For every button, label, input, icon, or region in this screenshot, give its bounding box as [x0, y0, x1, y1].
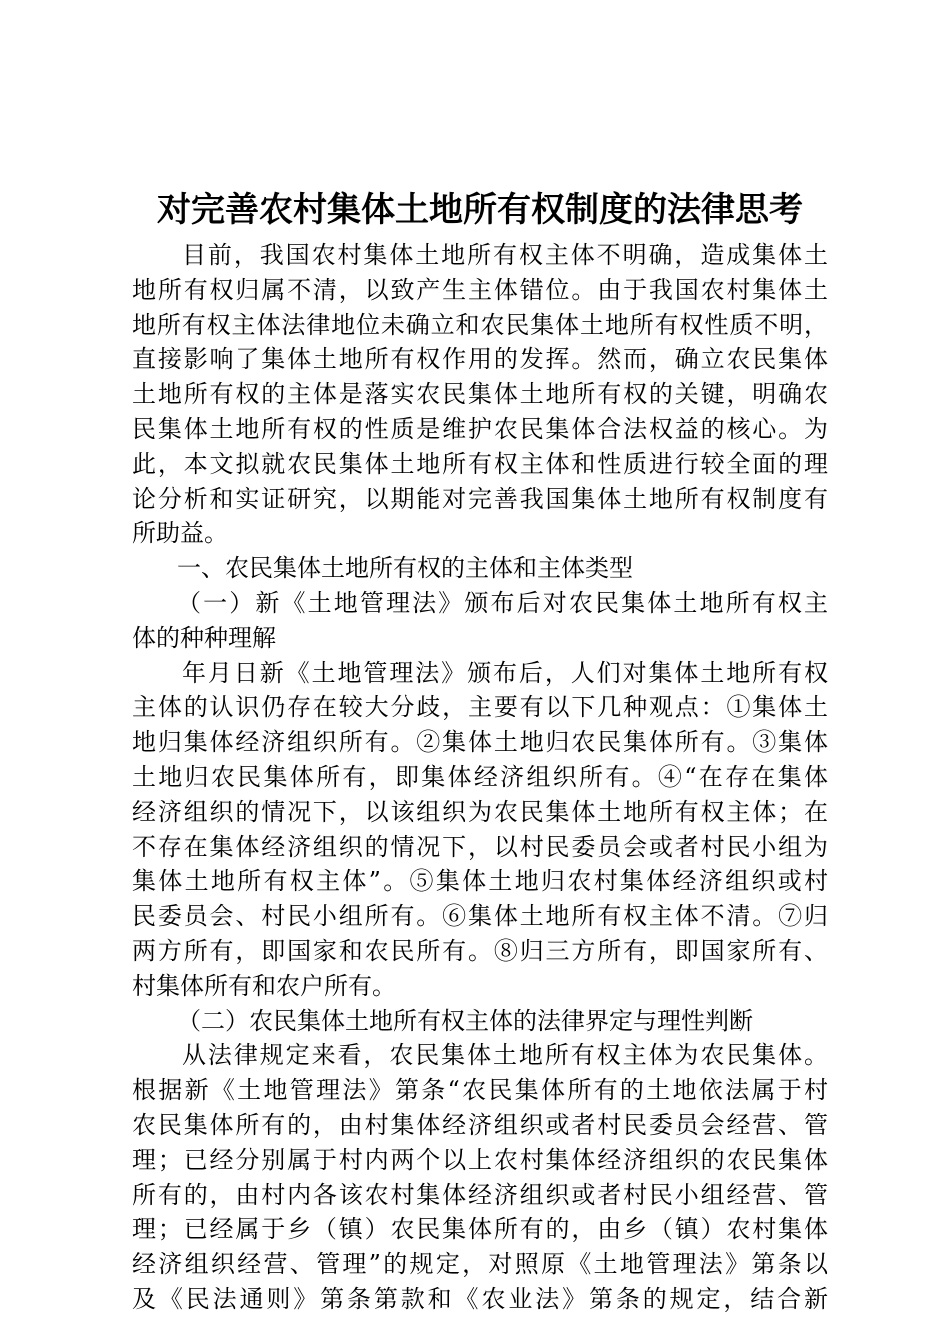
paragraph-line: 土地所有权的主体是落实农民集体土地所有权的关键，明确农 — [132, 380, 828, 409]
paragraph-line: （一）新《土地管理法》颁布后对农民集体土地所有权主 — [177, 588, 828, 617]
paragraph-line: 主体的认识仍存在较大分歧，主要有以下几种观点：①集体土 — [132, 693, 828, 722]
paragraph-line: 所有的，由村内各该农村集体经济组织或者村民小组经营、管 — [132, 1180, 828, 1209]
paragraph-line: 所助益。 — [132, 519, 228, 548]
document-page — [132, 184, 828, 1317]
paragraph-line: 村集体所有和农户所有。 — [132, 971, 396, 1000]
paragraph-line: 两方所有，即国家和农民所有。⑧归三方所有，即国家所有、 — [132, 936, 828, 965]
paragraph-line: 地所有权归属不清，以致产生主体错位。由于我国农村集体土 — [132, 275, 828, 304]
paragraph-line: 理；已经分别属于村内两个以上农村集体经济组织的农民集体 — [132, 1145, 828, 1174]
paragraph-line: 根据新《土地管理法》第条“农民集体所有的土地依法属于村 — [132, 1076, 828, 1105]
paragraph-line: 民集体土地所有权的性质是维护农民集体合法权益的核心。为 — [132, 414, 828, 443]
paragraph-line: 地归集体经济组织所有。②集体土地归农民集体所有。③集体 — [132, 728, 828, 757]
paragraph-line: 不存在集体经济组织的情况下，以村民委员会或者村民小组为 — [132, 832, 828, 861]
paragraph-line: （二）农民集体土地所有权主体的法律界定与理性判断 — [177, 1006, 753, 1035]
paragraph-line: 经济组织经营、管理”的规定，对照原《土地管理法》第条以 — [132, 1250, 828, 1279]
paragraph-line: 集体土地所有权主体”。⑤集体土地归农村集体经济组织或村 — [132, 867, 828, 896]
paragraph-line: 一、农民集体土地所有权的主体和主体类型 — [177, 554, 633, 583]
paragraph-line: 理；已经属于乡（镇）农民集体所有的，由乡（镇）农村集体 — [132, 1215, 828, 1244]
document-body — [132, 238, 828, 1317]
paragraph-line: 农民集体所有的，由村集体经济组织或者村民委员会经营、管 — [132, 1110, 828, 1139]
paragraph-line: 从法律规定来看，农民集体土地所有权主体为农民集体。 — [182, 1041, 828, 1070]
paragraph-line: 论分析和实证研究，以期能对完善我国集体土地所有权制度有 — [132, 484, 828, 513]
paragraph-line: 民委员会、村民小组所有。⑥集体土地所有权主体不清。⑦归 — [132, 902, 828, 931]
paragraph-line: 直接影响了集体土地所有权作用的发挥。然而，确立农民集体 — [132, 345, 828, 374]
paragraph-line: 经济组织的情况下，以该组织为农民集体土地所有权主体；在 — [132, 797, 828, 826]
paragraph-line: 体的种种理解 — [132, 623, 276, 652]
paragraph-line: 目前，我国农村集体土地所有权主体不明确，造成集体土 — [182, 241, 828, 269]
paragraph-line: 地所有权主体法律地位未确立和农民集体土地所有权性质不明， — [132, 310, 828, 339]
document-title: 对完善农村集体土地所有权制度的法律思考 — [157, 190, 803, 230]
paragraph-line: 及《民法通则》第条第款和《农业法》第条的规定，结合新 — [132, 1284, 828, 1313]
paragraph-line: 年月日新《土地管理法》颁布后，人们对集体土地所有权 — [182, 658, 828, 687]
paragraph-line: 此，本文拟就农民集体土地所有权主体和性质进行较全面的理 — [132, 449, 828, 478]
paragraph-line: 土地归农民集体所有，即集体经济组织所有。④“在存在集体 — [132, 762, 828, 791]
